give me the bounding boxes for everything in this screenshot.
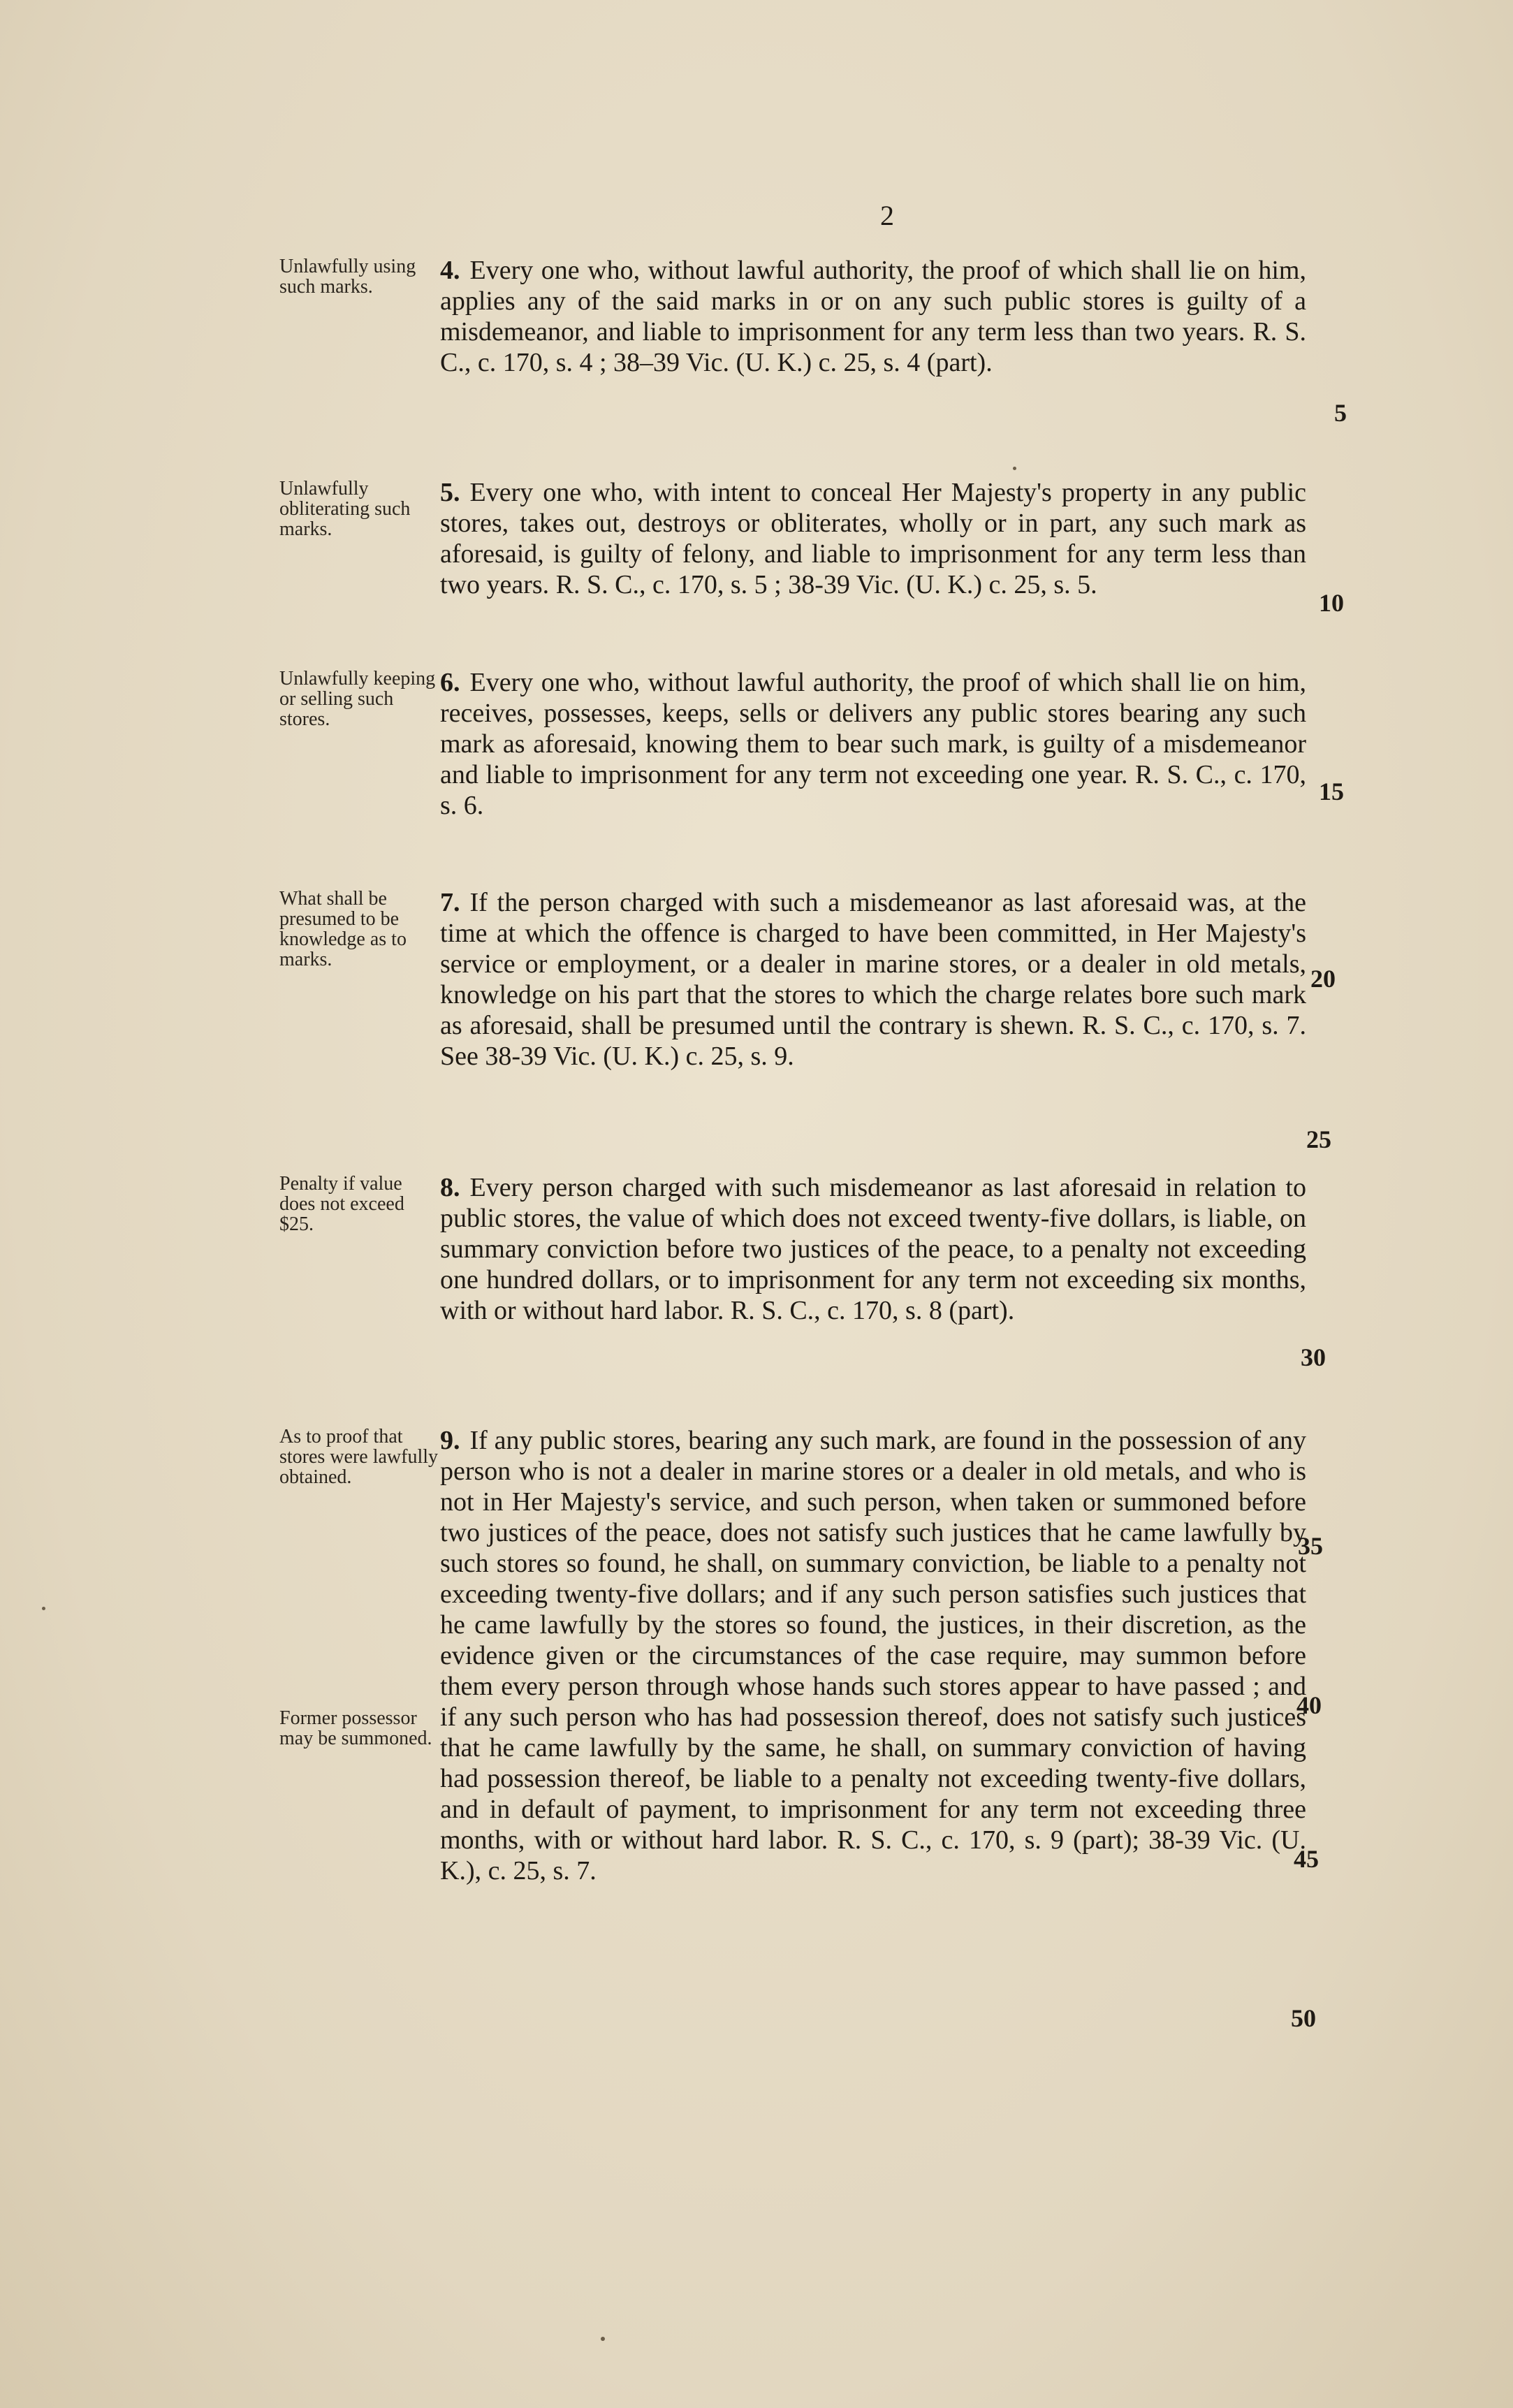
section-text: Every one who, without lawful authority, the proof of which shall lie on him, applies any of the said marks in or on any such public stores is guilty of a misdemeanor, and liable to imprisonment for any term less than two years. <box>440 256 1306 346</box>
margin-note: Unlawfully using such marks. <box>279 256 416 298</box>
section-number: 7. <box>440 888 460 917</box>
section-body <box>440 887 1306 1072</box>
section-text: Every one who, with intent to conceal Her Majesty's property in any public stores, takes out, destroys or obliterates, wholly or in part, any such mark as aforesaid, is guilty of felony, and liable to imprisonment for any term less than two years. <box>440 478 1306 599</box>
line-number: 20 <box>1310 965 1336 993</box>
line-number: 5 <box>1334 399 1347 427</box>
margin-note: Unlawfully obliterating such marks. <box>279 478 411 540</box>
line-number: 50 <box>1291 2004 1316 2032</box>
margin-note-2: Former possessor may be summoned. <box>279 1707 432 1749</box>
margin-note: Unlawfully keeping or selling such stores. <box>279 668 436 730</box>
section-number: 6. <box>440 668 460 697</box>
margin-note: What shall be presumed to be knowledge as to marks. <box>279 888 407 970</box>
section-text: If any public stores, bearing any such mark, are found in the possession of any person who is not a dealer in marine stores or a dealer in old metals, and who is not in Her Majesty's service, and such person, when taken or summoned before two justices of the peace, does not satisfy such justices that he came lawfully by such stores so found, he shall, on summary conviction, be liable to a penalty not exceeding twenty-five dollars; and if any such person satisfies such justices that he came lawfully by the stores so found, the justices, in their discretion, as the evidence given or the circumstances of the case require, may summon before them every person through whose hands such stores appear to have passed ; and if any such person who has had possession thereof, does not satisfy such justices that he came lawfully by the same, he shall, on summary conviction of having had possession thereof, be liable to a penalty not exceeding twenty-five dollars, and in default of payment, to imprisonment for any term not exceeding three months, with or without hard labor. <box>440 1426 1306 1855</box>
section-text: If the person charged with such a misdemeanor as last aforesaid was, at the time at which the offence is charged to have been committed, in Her Majesty's service or employment, or a dealer in marine stores, or a dealer in old metals, knowledge on his part that the stores to which the charge relates bore such mark as aforesaid, shall be presumed until the contrary is shewn. <box>440 888 1306 1040</box>
section-number: 4. <box>440 256 460 285</box>
paper-speck <box>42 1607 45 1610</box>
margin-note: As to proof that stores were lawfully obtained. <box>279 1426 439 1488</box>
section-citation: R. S. C., c. 170, s. 8 (part). <box>730 1296 1015 1325</box>
section-body <box>440 477 1306 600</box>
line-number: 30 <box>1301 1343 1326 1371</box>
section-citation: R. S. C., c. 170, s. 6. <box>440 760 1306 820</box>
section-citation: R. S. C., c. 170, s. 5 ; 38-39 Vic. (U. K.) c. 25, s. 5. <box>555 570 1097 599</box>
section-text: Every one who, without lawful authority, the proof of which shall lie on him, receives, possesses, keeps, sells or delivers any public stores bearing any such mark as aforesaid, knowing them to bear such mark, is guilty of a misdemeanor and liable to imprisonment for any term not exceeding one year. <box>440 668 1306 789</box>
line-number: 25 <box>1306 1125 1331 1153</box>
line-number: 10 <box>1319 589 1344 617</box>
section-body <box>440 667 1306 821</box>
section-number: 8. <box>440 1173 460 1202</box>
section-number: 5. <box>440 478 460 507</box>
paper-speck <box>601 2337 605 2341</box>
section-text: Every person charged with such misdemeanor as last aforesaid in relation to public stores, the value of which does not exceed twenty-five dollars, is liable, on summary conviction before two justices of the peace, to a penalty not exceeding one hundred dollars, or to imprisonment for any term not exceeding six months, with or without hard labor. <box>440 1173 1306 1325</box>
section-citation: R. S. C., c. 170, s. 9 (part); 38-39 Vic. (U. K.), c. 25, s. 7. <box>440 1825 1307 1885</box>
paper-speck <box>1013 467 1016 470</box>
line-number: 45 <box>1294 1845 1319 1873</box>
page-number: 2 <box>880 200 894 231</box>
section-body <box>440 1425 1306 1886</box>
line-number: 40 <box>1296 1691 1322 1719</box>
section-body <box>440 255 1306 378</box>
line-number: 35 <box>1298 1532 1323 1560</box>
section-citation: R. S. C., c. 170, s. 4 ; 38–39 Vic. (U. K.) c. 25, s. 4 (part). <box>440 317 1307 377</box>
margin-note: Penalty if value does not exceed $25. <box>279 1173 404 1235</box>
section-body <box>440 1172 1306 1326</box>
line-number: 15 <box>1319 778 1344 805</box>
section-citation: R. S. C., c. 170, s. 7. See 38-39 Vic. (U. K.) c. 25, s. 9. <box>440 1011 1306 1071</box>
section-number: 9. <box>440 1426 460 1455</box>
